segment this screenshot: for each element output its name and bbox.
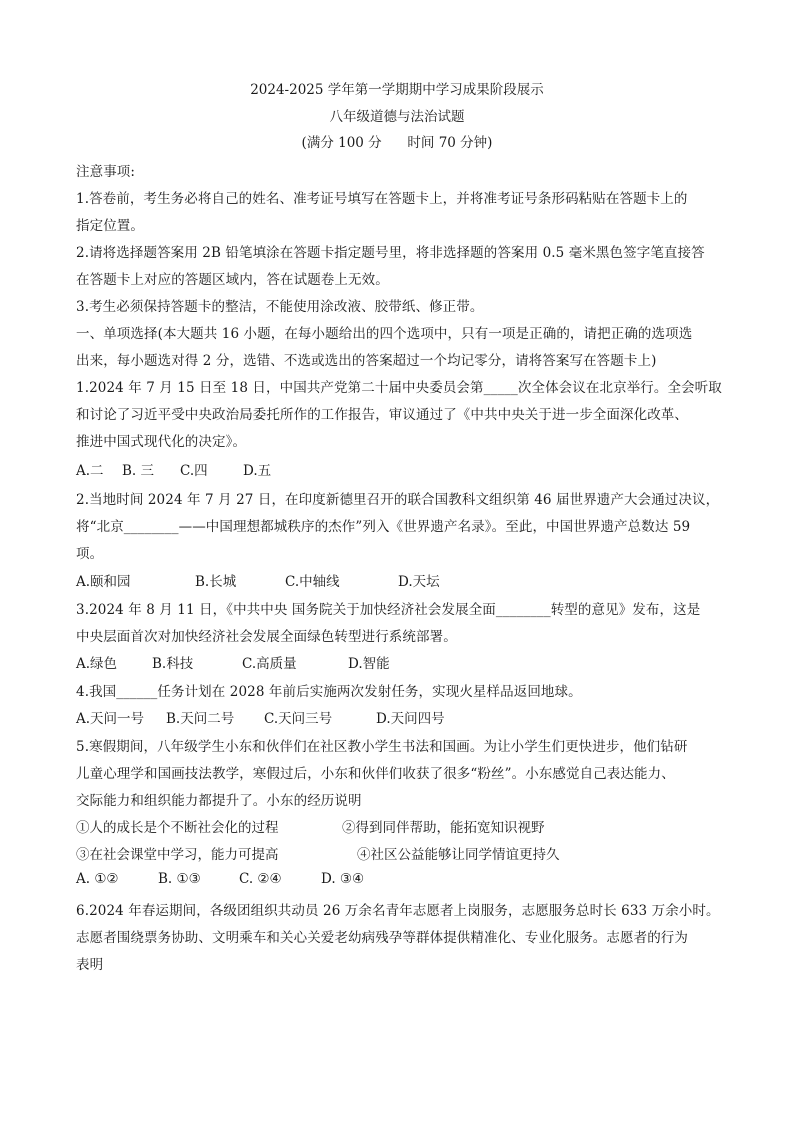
option: A.二 bbox=[76, 463, 104, 479]
exam-title: 2024-2025 学年第一学期期中学习成果阶段展示 bbox=[250, 82, 544, 98]
notice-line: 1.答卷前，考生务必将自己的姓名、准考证号填写在答题卡上，并将准考证号条形码粘贴在答题卡上的 bbox=[76, 191, 688, 207]
statement: ①人的成长是个不断社会化的过程 bbox=[76, 820, 279, 836]
question-5-stem: 儿童心理学和国画技法教学，寒假过后，小东和伙伴们收获了很多“粉丝”。小东感觉自己表达能力、 bbox=[76, 766, 675, 782]
question-1-stem: 和讨论了习近平受中央政治局委托所作的工作报告，审议通过了《中共中央关于进一步全面深化改革、 bbox=[76, 407, 688, 423]
option: C.高质量 bbox=[242, 656, 297, 672]
exam-meta: (满分 100 分 时间 70 分钟) bbox=[301, 135, 493, 151]
option: B. 三 bbox=[122, 463, 155, 479]
option: A.天问一号 bbox=[76, 711, 145, 727]
option: A. ①② bbox=[76, 871, 119, 887]
option: B.科技 bbox=[152, 656, 194, 672]
statement: ④社区公益能够让同学情谊更持久 bbox=[357, 847, 560, 863]
question-2-stem: 项。 bbox=[76, 546, 104, 562]
statement: ③在社会课堂中学习，能力可提高 bbox=[76, 847, 279, 863]
question-6-stem: 6.2024 年春运期间，各级团组织共动员 26 万余名青年志愿者上岗服务，志愿服务总时长 633 万余小时。 bbox=[76, 903, 720, 919]
question-6-stem: 表明 bbox=[76, 957, 104, 973]
question-4-stem: 4.我国______任务计划在 2028 年前后实施两次发射任务，实现火星样品返回地球。 bbox=[76, 684, 582, 700]
section-heading: 一、单项选择(本大题共 16 小题，在每小题给出的四个选项中，只有一项是正确的，请把正确的选项选 bbox=[76, 326, 693, 342]
option: C. ②④ bbox=[239, 871, 282, 887]
question-6-stem: 志愿者围绕票务协助、文明乘车和关心关爱老幼病残孕等群体提供精准化、专业化服务。志愿者的行为 bbox=[76, 930, 688, 946]
notice-line: 2.请将选择题答案用 2B 铅笔填涂在答题卡指定题号里，将非选择题的答案用 0.5 毫米黑色签字笔直接答 bbox=[76, 245, 705, 261]
notice-line: 3.考生必须保持答题卡的整洁，不能使用涂改液、胶带纸、修正带。 bbox=[76, 299, 484, 315]
question-1-stem: 推进中国式现代化的决定》。 bbox=[76, 434, 247, 450]
option: D.天问四号 bbox=[376, 711, 445, 727]
option: D.天坛 bbox=[398, 574, 440, 590]
option: B.天问二号 bbox=[166, 711, 235, 727]
question-5-stem: 交际能力和组织能力都提升了。小东的经历说明 bbox=[76, 793, 362, 809]
exam-subtitle: 八年级道德与法治试题 bbox=[329, 109, 465, 125]
option: C.四 bbox=[180, 463, 208, 479]
option: A.绿色 bbox=[76, 656, 118, 672]
option: A.颐和园 bbox=[76, 574, 131, 590]
notice-line: 指定位置。 bbox=[76, 218, 144, 234]
option: B.长城 bbox=[195, 574, 237, 590]
question-3-stem: 中央层面首次对加快经济社会发展全面绿色转型进行系统部署。 bbox=[76, 629, 457, 645]
option: C.天问三号 bbox=[264, 711, 333, 727]
option: D.智能 bbox=[348, 656, 390, 672]
option: B. ①③ bbox=[158, 871, 201, 887]
option: D.五 bbox=[243, 463, 272, 479]
section-heading: 出来，每小题选对得 2 分，选错、不选或选出的答案超过一个均记零分，请将答案写在答题卡上) bbox=[76, 353, 657, 369]
notice-line: 在答题卡上对应的答题区域内，答在试题卷上无效。 bbox=[76, 272, 389, 288]
statement: ②得到同伴帮助，能拓宽知识视野 bbox=[342, 820, 545, 836]
option: D. ③④ bbox=[321, 871, 365, 887]
question-3-stem: 3.2024 年 8 月 11 日，《中共中央 国务院关于加快经济社会发展全面________转型的意见》发布，这是 bbox=[76, 602, 701, 618]
question-1-stem: 1.2024 年 7 月 15 日至 18 日，中国共产党第二十届中央委员会第_____次全体会议在北京举行。全会听取 bbox=[76, 380, 722, 396]
question-5-stem: 5.寒假期间，八年级学生小东和伙伴们在社区教小学生书法和国画。为让小学生们更快进步，他们钻研 bbox=[76, 739, 688, 755]
option: C.中轴线 bbox=[285, 574, 340, 590]
question-2-stem: 2.当地时间 2024 年 7 月 27 日，在印度新德里召开的联合国教科文组织第 46 届世界遗产大会通过决议， bbox=[76, 492, 720, 508]
question-2-stem: 将“北京________——中国理想都城秩序的杰作”列入《世界遗产名录》。至此，中国世界遗产总数达 59 bbox=[76, 519, 691, 535]
notice-heading: 注意事项: bbox=[76, 164, 136, 180]
